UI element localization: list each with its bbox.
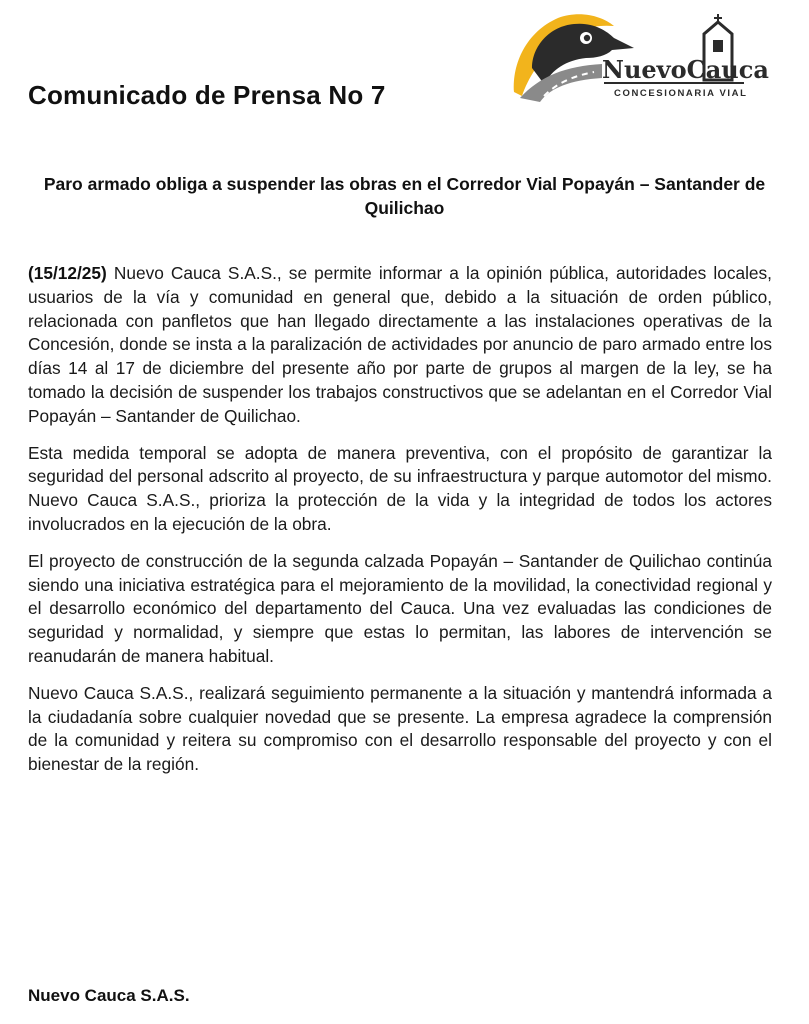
nuevo-cauca-logo [510,12,769,104]
paragraph-1 [28,262,772,429]
paragraph-2: Esta medida temporal se adopta de manera preventiva, con el propósito de garantizar la seguridad del personal adscrito al proyecto, de su infraestructura y parque automotor del mismo. Nuevo Cauca S.A.S., prioriza la protección de la vida y la integridad de todos los actores involucrados en la ejecución de la obra. [28,442,772,534]
headline: Paro armado obliga a suspender las obras en el Corredor Vial Popayán – Santander de Quilichao [43,174,766,218]
logo-tagline: CONCESIONARIA VIAL [614,88,748,99]
release-date: (15/12/25) [28,263,107,283]
paragraph-1-text: Nuevo Cauca S.A.S., se permite informar a la opinión pública, autoridades locales, usuarios de la vía y comunidad en general que, debido a la situación de orden público, relacionada con panfletos que han llegado directamente a las instalaciones operativas de la Concesión, donde se insta a la paralización de actividades por anuncio de paro armado entre los días 14 al 17 de diciembre del presente año por parte de grupos al margen de la ley, se ha tomado la decisión de suspender los trabajos constructivos que se adelantan en el Corredor Vial Popayán – Santander de Quilichao. [28,263,772,426]
paragraph-3: El proyecto de construcción de la segunda calzada Popayán – Santander de Quilichao continúa siendo una iniciativa estratégica para el mejoramiento de la movilidad, la conectividad regional y el desarrollo económico del departamento del Cauca. Una vez evaluadas las condiciones de seguridad y normalidad, y siempre que estas lo permitan, las labores de intervención se reanudarán de manera habitual. [28,550,772,666]
paragraph-4: Nuevo Cauca S.A.S., realizará seguimiento permanente a la situación y mantendrá informada a la ciudadanía sobre cualquier novedad que se presente. La empresa agradece la comprensión de la comunidad y reitera su compromiso con el desarrollo responsable del proyecto y con el bienestar de la región. [28,682,772,775]
body-text [28,262,772,790]
logo-brand-name: NuevoCauca [602,55,769,84]
signature: Nuevo Cauca S.A.S. [28,986,190,1005]
document-title: Comunicado de Prensa No 7 [28,80,386,110]
